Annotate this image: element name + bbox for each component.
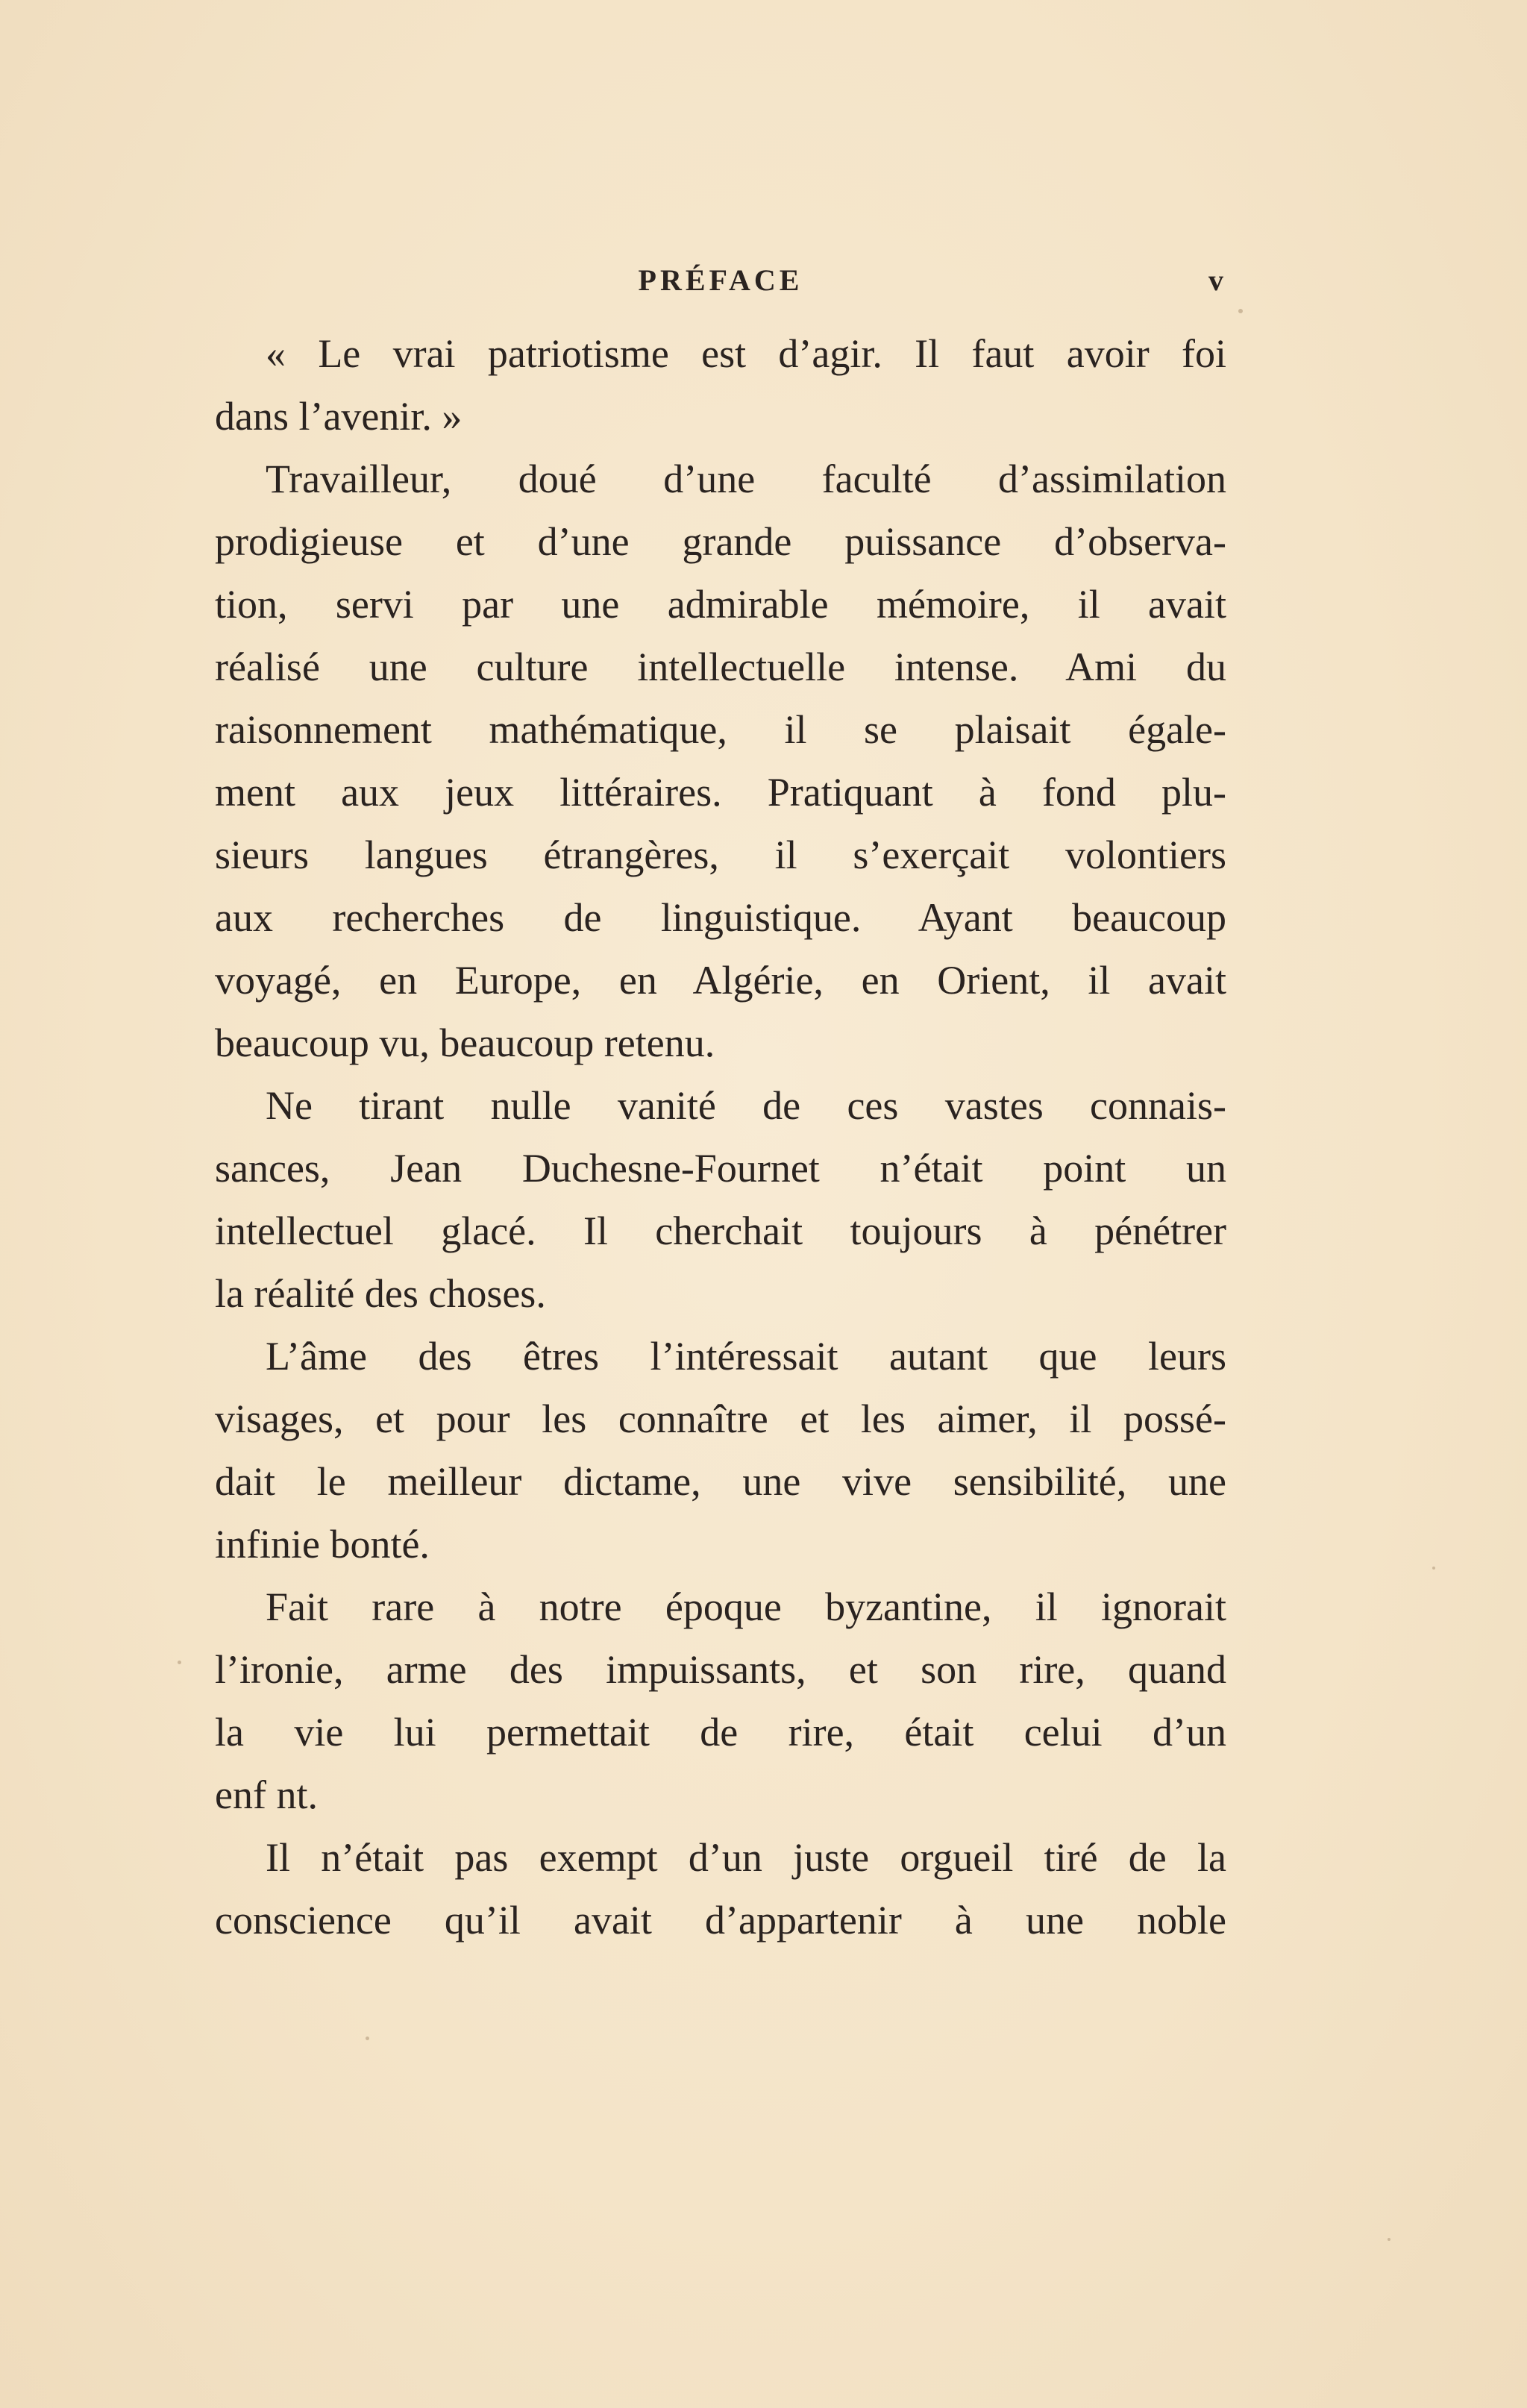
text-line: conscience qu’il avait d’appartenir à une noble bbox=[215, 1898, 1226, 1943]
text-line: la réalité des choses. bbox=[215, 1271, 546, 1316]
paper-speck bbox=[1238, 309, 1243, 313]
text-line: réalisé une culture intellectuelle intense. Ami du bbox=[215, 645, 1226, 689]
text-line: aux recherches de linguistique. Ayant beaucoup bbox=[215, 895, 1226, 940]
text-line: Travailleur, doué d’une faculté d’assimilation bbox=[266, 457, 1226, 501]
paper-speck bbox=[178, 1661, 181, 1664]
text-line: ment aux jeux littéraires. Pratiquant à fond plu- bbox=[215, 770, 1226, 815]
body-text bbox=[215, 322, 1226, 1993]
text-line: visages, et pour les connaître et les aimer, il possé- bbox=[215, 1396, 1226, 1441]
text-line: dans l’avenir. » bbox=[215, 394, 463, 439]
text-line: voyagé, en Europe, en Algérie, en Orient, il avait bbox=[215, 958, 1226, 1003]
page-number: v bbox=[1208, 263, 1223, 297]
text-line: intellectuel glacé. Il cherchait toujours à pénétrer bbox=[215, 1208, 1226, 1253]
text-line: beaucoup vu, beaucoup retenu. bbox=[215, 1020, 715, 1065]
text-line: tion, servi par une admirable mémoire, il avait bbox=[215, 582, 1226, 627]
text-line: raisonnement mathématique, il se plaisait égale- bbox=[215, 707, 1226, 752]
text-line: dait le meilleur dictame, une vive sensibilité, une bbox=[215, 1459, 1226, 1504]
text-line: Ne tirant nulle vanité de ces vastes connais- bbox=[266, 1083, 1226, 1128]
text-line: l’ironie, arme des impuissants, et son rire, quand bbox=[215, 1647, 1226, 1692]
paper-speck bbox=[1432, 1567, 1435, 1570]
running-head bbox=[218, 260, 1223, 304]
text-line: sieurs langues étrangères, il s’exerçait volontiers bbox=[215, 833, 1226, 877]
text-line: L’âme des êtres l’intéressait autant que leurs bbox=[266, 1334, 1226, 1379]
paper-speck bbox=[366, 2037, 369, 2040]
text-line: enf nt. bbox=[215, 1772, 318, 1817]
text-line: prodigieuse et d’une grande puissance d’observa- bbox=[215, 519, 1226, 564]
paper-speck bbox=[1388, 2238, 1390, 2241]
text-line: sances, Jean Duchesne-Fournet n’était point un bbox=[215, 1146, 1226, 1191]
text-line: Il n’était pas exempt d’un juste orgueil tiré de la bbox=[266, 1835, 1226, 1880]
text-line: Fait rare à notre époque byzantine, il ignorait bbox=[266, 1584, 1226, 1629]
text-line: infinie bonté. bbox=[215, 1522, 430, 1567]
text-line: la vie lui permettait de rire, était celui d’un bbox=[215, 1710, 1226, 1755]
text-line: « Le vrai patriotisme est d’agir. Il faut avoir foi bbox=[266, 331, 1226, 376]
running-title: PRÉFACE bbox=[638, 263, 803, 297]
